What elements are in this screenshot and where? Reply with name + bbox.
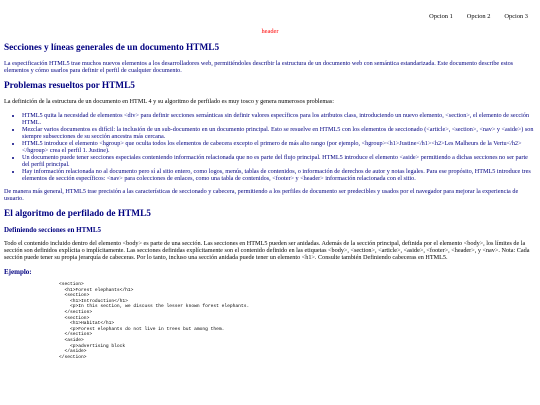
definition-paragraph: Todo el contenido incluido dentro del elemento <body> es parte de una sección. Las secciones en HTML5 pueden ser anidadas. Además de la sección principal, definida por el elemento <body>, los límites de la sección son definidos explícita o implícitamente. Las secciones definidas explícitamente son el contenido definido en las etiquetas <body>, <section>, <article>, <aside>, <footer>, <header>, y <nav>. Nota: Cada sección puede tener su propia jerarquía de cabeceras. Por lo tanto, incluso una sección anidada puede tener un elemento <h1>. Consulte también Definiendo cabeceras en HTML5. [4, 240, 530, 261]
intro-paragraph: La especificación HTML5 trae muchos nuevos elementos a los desarrolladores web, permitiéndoles describir la estructura de un documento web con semántica estandarizada. Este documento describe estos elementos y cómo usarlos para definir el perfil de cualquier documento. [4, 60, 514, 74]
problems-list [4, 112, 534, 182]
list-item: • Mezclar varios documentos es difícil: la inclusión de un sub-documento en un documento principal. Esto se resuelve en HTML5 con los elementos de seccionado (<article>, <section>, <nav> y <aside>) son siempre subsecciones de su sección ancestra más cercana. [22, 126, 534, 140]
example-label: Ejemplo: [4, 268, 32, 276]
section-title-problems: Problemas resueltos por HTML5 [4, 81, 135, 91]
code-example: <section> <h1>Forest elephants</h1> <section> <h1>Introduction</h1> <p>In this section, we discuss the lesser known forest elephants. </section> <section> <h1>Habitat</h1> <p>Forest elephants do not live in trees but among them. </section> <aside> <p>advertising block </aside> </section> [59, 282, 250, 360]
list-item: • Un documento puede tener secciones especiales conteniendo información relacionada que no es parte del flujo principal. HTML5 introduce el elemento <aside> permitiendo a dichas secciones no ser parte del perfil principal. [22, 154, 534, 168]
list-item: • HTML5 quita la necesidad de elementos <div> para definir secciones semánticas sin definir valores específicos para los atributos class, introduciendo un nuevo elemento, <section>, el elemento de sección HTML. [22, 112, 534, 126]
list-item: • Hay información relacionada no al documento pero sí al sitio entero, como logos, menús, tablas de contenidos, o información de derechos de autor y notas legales. Para ese propósito, HTML5 introduce tres elementos de sección específicos: <nav> para colecciones de enlaces, como una tabla de contenidos, <footer> y <header> información relacionada con el sitio. [22, 168, 534, 182]
subsection-title-defining: Definiendo secciones en HTML5 [4, 226, 102, 234]
main-content [4, 43, 534, 360]
list-item: • HTML5 introduce el elemento <hgroup> que oculta todos los elementos de cabecera excepto el primero de más alto rango (por ejemplo, <hgroup><h1>Justine</h1><h2>Les Malheurs de la Vertu</h2></hgroup> crea el perfil 1. Justine). [22, 140, 534, 154]
section-title-overview: Secciones y líneas generales de un documento HTML5 [4, 43, 220, 53]
nav-item-opcion-2[interactable]: Opcion 2 [466, 13, 491, 20]
nav-item-opcion-1[interactable]: Opcion 1 [429, 13, 453, 20]
nav-item-opcion-3[interactable]: Opcion 3 [504, 13, 528, 20]
top-nav [429, 13, 528, 20]
problems-summary: De manera más general, HTML5 trae precisión a las características de seccionado y cabecera, permitiendo a los perfiles de documento ser predecibles y usados por el navegador para mejorar la experiencia de usuario. [4, 188, 519, 202]
section-title-algorithm: El algoritmo de perfilado de HTML5 [4, 209, 151, 219]
header-label: header [261, 28, 279, 35]
problems-intro: La definición de la estructura de un documento en HTML 4 y su algoritmo de perfilado es muy tosco y genera numerosos problemas: [4, 98, 335, 105]
